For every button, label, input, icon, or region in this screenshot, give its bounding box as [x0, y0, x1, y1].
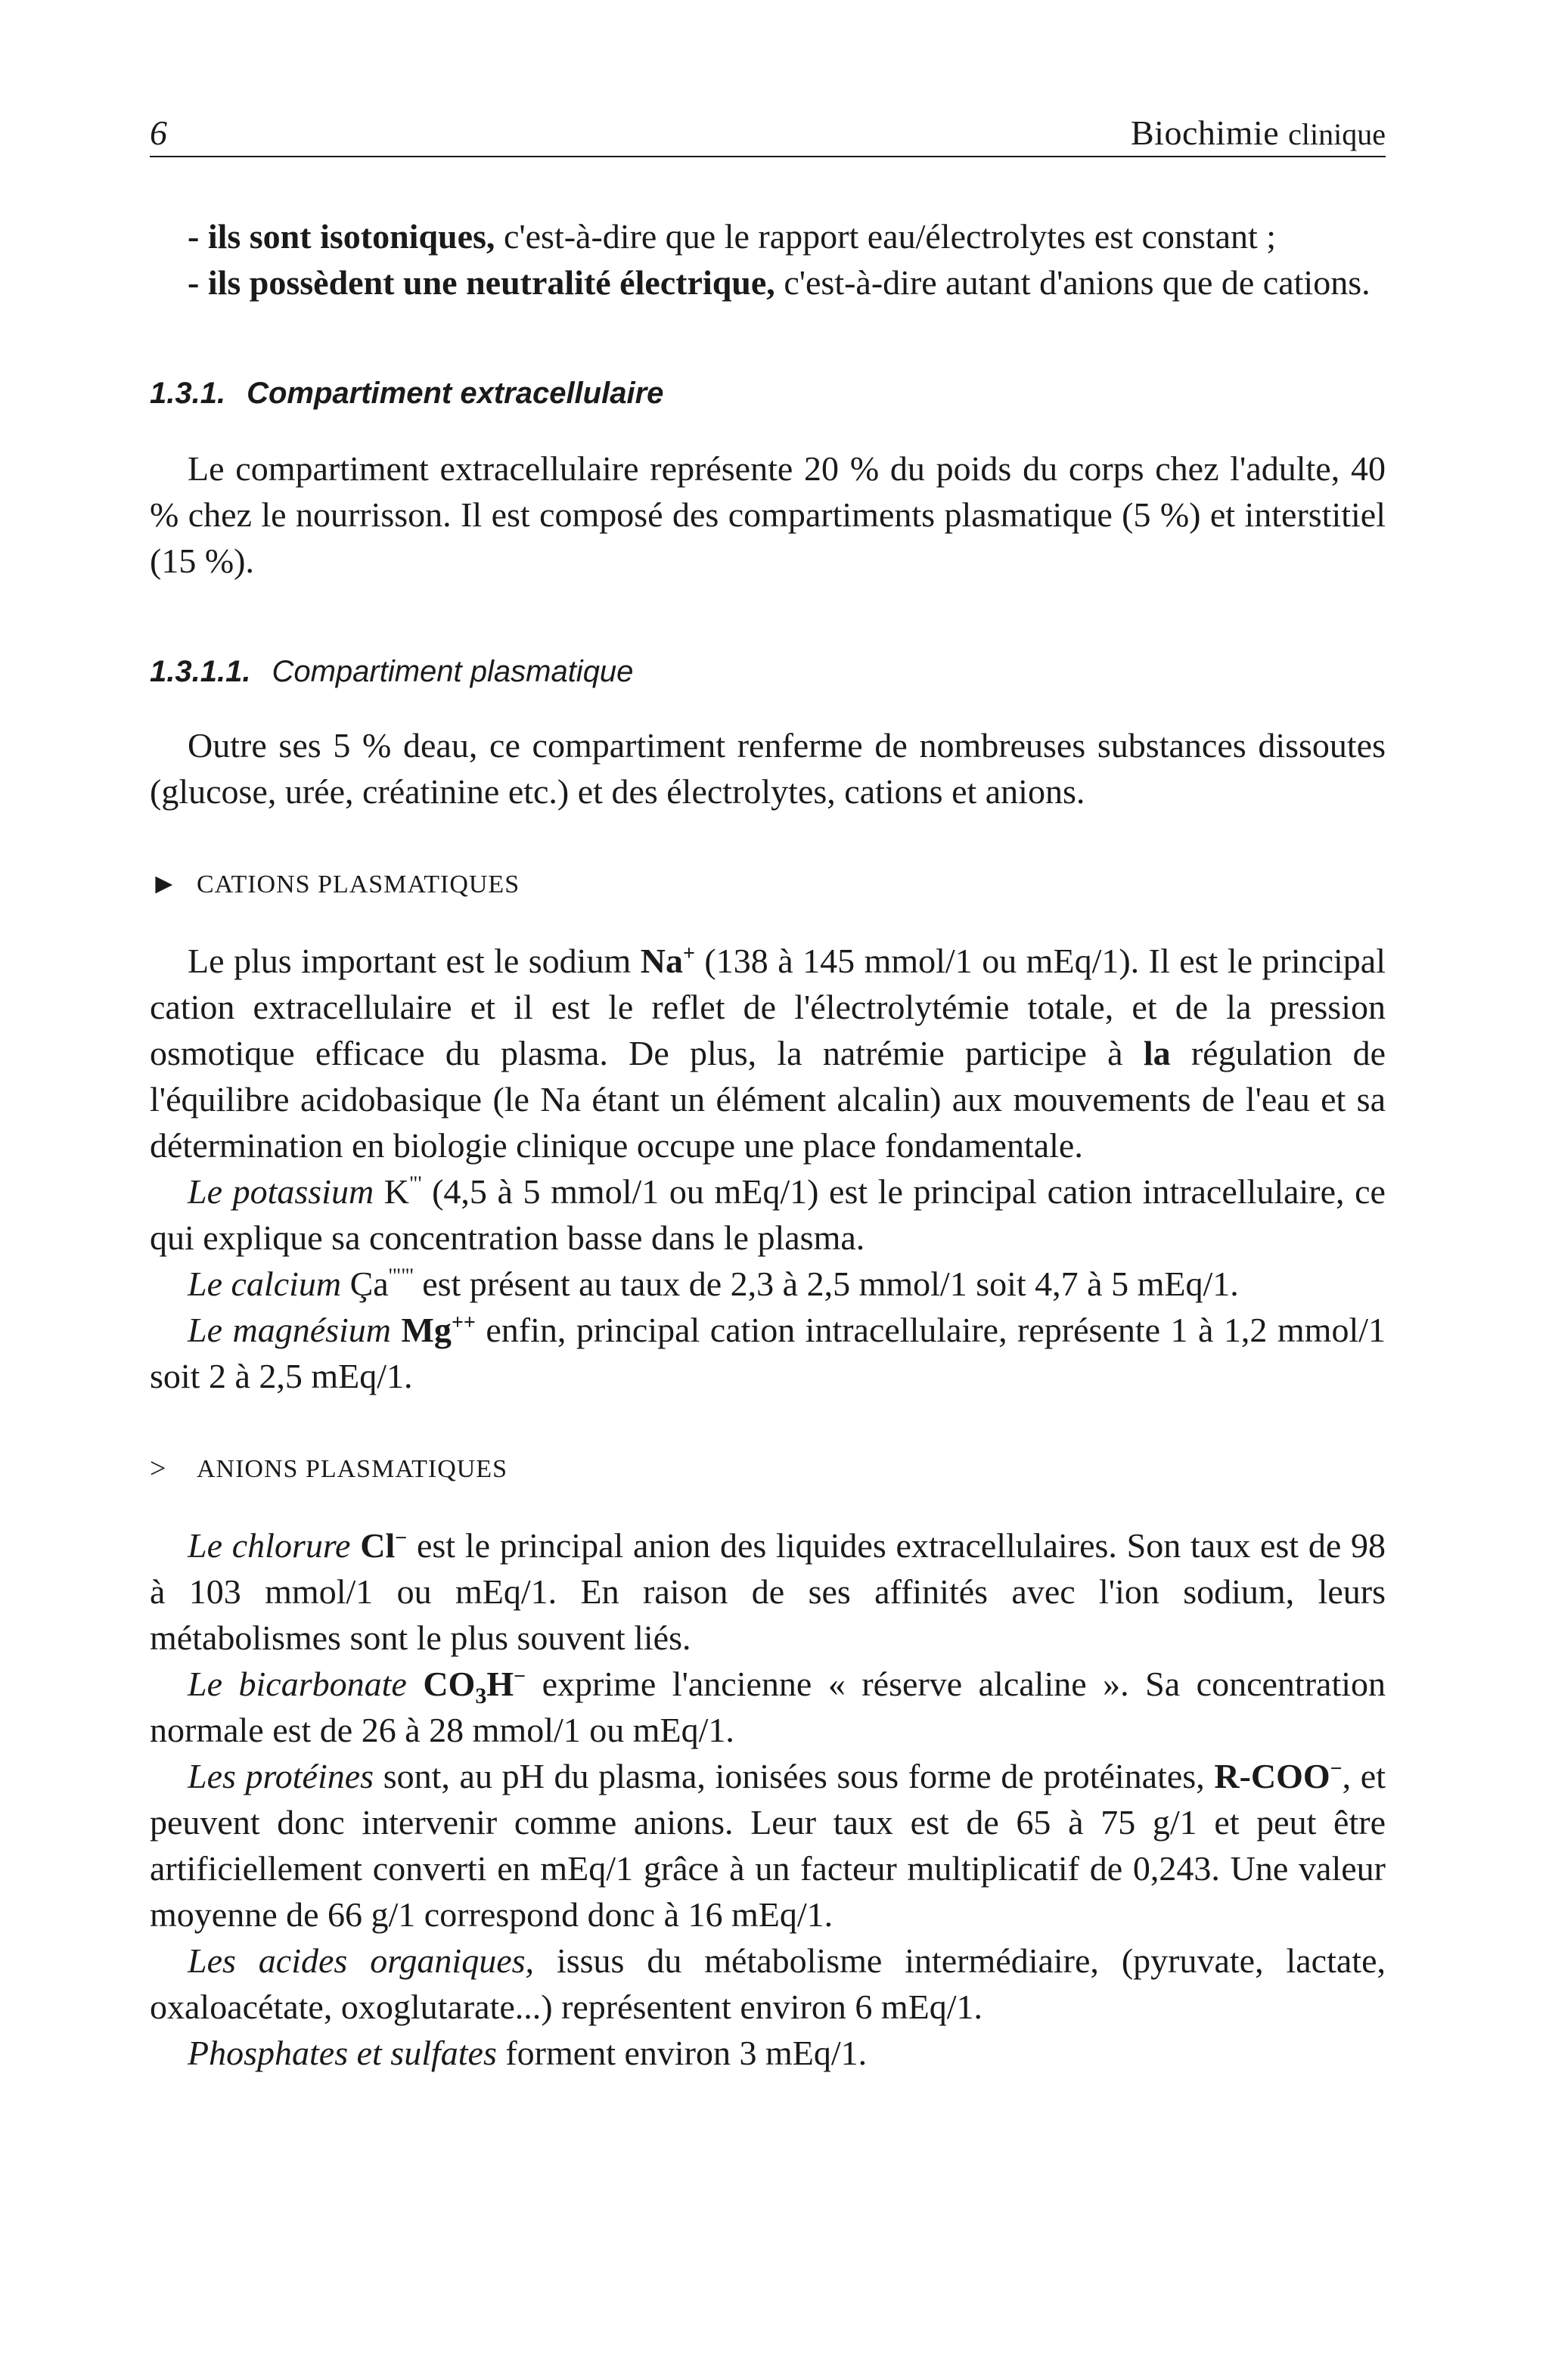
bicarbonate-ion — [406, 1665, 526, 1709]
chloride-symbol: Cl — [350, 1526, 396, 1565]
cations-heading-label: CATIONS PLASMATIQUES — [197, 870, 520, 898]
intro-item-neutrality-text: c'est-à-dire autant d'anions que de cations. — [774, 263, 1371, 302]
proteins-paragraph — [150, 1753, 1386, 1938]
chloride-charge: − — [395, 1526, 408, 1550]
bicarbonate-text: exprime l'ancienne « réserve alcaline ». Sa concentration normale est de 26 à 28 mmol/1 ou mEq/1. — [150, 1665, 1386, 1749]
calcium-charge: '""' — [388, 1264, 414, 1289]
magnesium-charge: ++ — [451, 1311, 476, 1335]
potassium-symbol: K — [374, 1172, 410, 1211]
book-page — [150, 106, 1386, 2076]
phosphates-text: forment environ 3 mEq/1. — [496, 2034, 868, 2072]
section-title: Compartiment extracellulaire — [247, 377, 664, 410]
sodium-charge: + — [682, 942, 695, 966]
proteinate-symbol: R-COO — [1214, 1757, 1330, 1795]
magnesium-text: enfin, principal cation intracellulaire, représente 1 à 1,2 mmol/1 soit 2 à 2,5 mEq/1. — [150, 1311, 1386, 1395]
bicarbonate-charge: − — [514, 1665, 526, 1689]
page-number: 6 — [150, 113, 167, 152]
potassium-text: (4,5 à 5 mmol/1 ou mEq/1) est le principal cation intracellulaire, ce qui explique sa concentration basse dans le plasma. — [150, 1172, 1386, 1257]
plasma-paragraph: Outre ses 5 % deau, ce compartiment renferme de nombreuses substances dissoutes (glucose, urée, créatinine etc.) et des électrolytes, cations et anions. — [150, 726, 1386, 811]
magnesium-symbol: Mg — [391, 1311, 452, 1349]
sodium-ion — [641, 942, 695, 980]
subsection-number: 1.3.1.1. — [150, 655, 251, 688]
sodium-text-c: régulation de l'équilibre acidobasique (le Na étant un élément alcalin) aux mouvements de l'eau et sa détermination en biologie clinique occupe une place fondamentale. — [150, 1034, 1386, 1165]
intro-item-neutrality — [150, 259, 1386, 306]
calcium-symbol: Ça — [341, 1264, 389, 1303]
bicarbonate-paragraph — [150, 1661, 1386, 1753]
arrow-bullet-icon: > — [150, 1453, 167, 1485]
extracellular-paragraph: Le compartiment extracellulaire représente 20 % du poids du corps chez l'adulte, 40 % chez le nourrisson. Il est composé des compartiments plasmatique (5 %) et interstitiel (15 %). — [150, 449, 1386, 580]
section-heading-1-3-1-1 — [150, 649, 1386, 695]
organic-acids-text: issus du métabolisme intermédiaire, (pyruvate, lactate, oxaloacétate, oxoglutarate...) représentent environ 6 mEq/1. — [150, 1941, 1386, 2026]
page-header — [150, 106, 1386, 157]
triangle-bullet-icon: ► — [150, 868, 179, 900]
anions-heading — [150, 1446, 1386, 1492]
running-title-main: Biochimie — [1131, 113, 1280, 152]
sodium-bold-la: la — [1143, 1034, 1171, 1072]
sodium-paragraph — [150, 938, 1386, 1168]
intro-item-isotonic-text: c'est-à-dire que le rapport eau/électrolytes est constant ; — [495, 217, 1277, 256]
bicarbonate-symbol-b: H — [486, 1665, 514, 1703]
organic-acids-paragraph — [150, 1938, 1386, 2030]
bicarbonate-subscript: 3 — [475, 1683, 487, 1709]
proteins-text-a: sont, au pH du plasma, ionisées sous forme de protéinates, — [374, 1757, 1215, 1795]
proteins-text-b: , et peuvent donc intervenir comme anions. Leur taux est de 65 à 75 g/1 et peut être artificiellement converti en mEq/1 grâce à un facteur multiplicatif de 0,243. Une valeur moyenne de 66 g/1 correspond donc à 16 mEq/1. — [150, 1757, 1386, 1934]
proteinate-ion — [1214, 1757, 1342, 1795]
calcium-paragraph — [150, 1261, 1386, 1307]
page-body — [150, 213, 1386, 2076]
phosphates-paragraph — [150, 2030, 1386, 2076]
anions-heading-label: ANIONS PLASMATIQUES — [197, 1455, 508, 1483]
proteinate-charge: − — [1330, 1757, 1343, 1781]
magnesium-paragraph — [150, 1307, 1386, 1399]
sodium-text-a: Le plus important est le sodium — [188, 942, 641, 980]
organic-acids-label: Les acides organiques, — [188, 1941, 535, 1980]
cations-heading — [150, 861, 1386, 908]
potassium-paragraph — [150, 1168, 1386, 1261]
potassium-charge: "' — [409, 1172, 422, 1196]
bicarbonate-label: Le bicarbonate — [188, 1665, 407, 1703]
section-heading-1-3-1 — [150, 371, 1386, 417]
potassium-label: Le potassium — [188, 1172, 374, 1211]
sodium-text-b: (138 à 145 mmol/1 ou mEq/1). Il est le principal cation extracellulaire et il est le reflet de l'électrolytémie totale, et de la pression osmotique efficace du plasma. De plus, la natrémie participe à — [150, 942, 1386, 1072]
intro-item-isotonic — [150, 213, 1386, 259]
chloride-label: Le chlorure — [188, 1526, 351, 1565]
magnesium-label: Le magnésium — [188, 1311, 392, 1349]
phosphates-label: Phosphates et sulfates — [188, 2034, 497, 2072]
chloride-paragraph — [150, 1522, 1386, 1661]
chloride-text: est le principal anion des liquides extracellulaires. Son taux est de 98 à 103 mmol/1 ou mEq/1. En raison de ses affinités avec l'ion sodium, leurs métabolismes sont le plus souvent liés. — [150, 1526, 1386, 1657]
calcium-text: est présent au taux de 2,3 à 2,5 mmol/1 soit 4,7 à 5 mEq/1. — [413, 1264, 1239, 1303]
running-title — [1131, 113, 1386, 153]
intro-item-neutrality-bold: - ils possèdent une neutralité électrique, — [188, 263, 775, 302]
section-number: 1.3.1. — [150, 377, 226, 410]
bicarbonate-symbol-a: CO — [406, 1665, 476, 1703]
sodium-symbol: Na — [640, 942, 683, 980]
running-title-small: clinique — [1288, 117, 1386, 151]
subsection-title: Compartiment plasmatique — [272, 655, 634, 688]
calcium-label: Le calcium — [188, 1264, 342, 1303]
magnesium-ion — [391, 1311, 476, 1349]
intro-item-isotonic-bold: - ils sont isotoniques, — [188, 217, 495, 256]
proteins-label: Les protéines — [188, 1757, 374, 1795]
chloride-ion — [350, 1526, 407, 1565]
